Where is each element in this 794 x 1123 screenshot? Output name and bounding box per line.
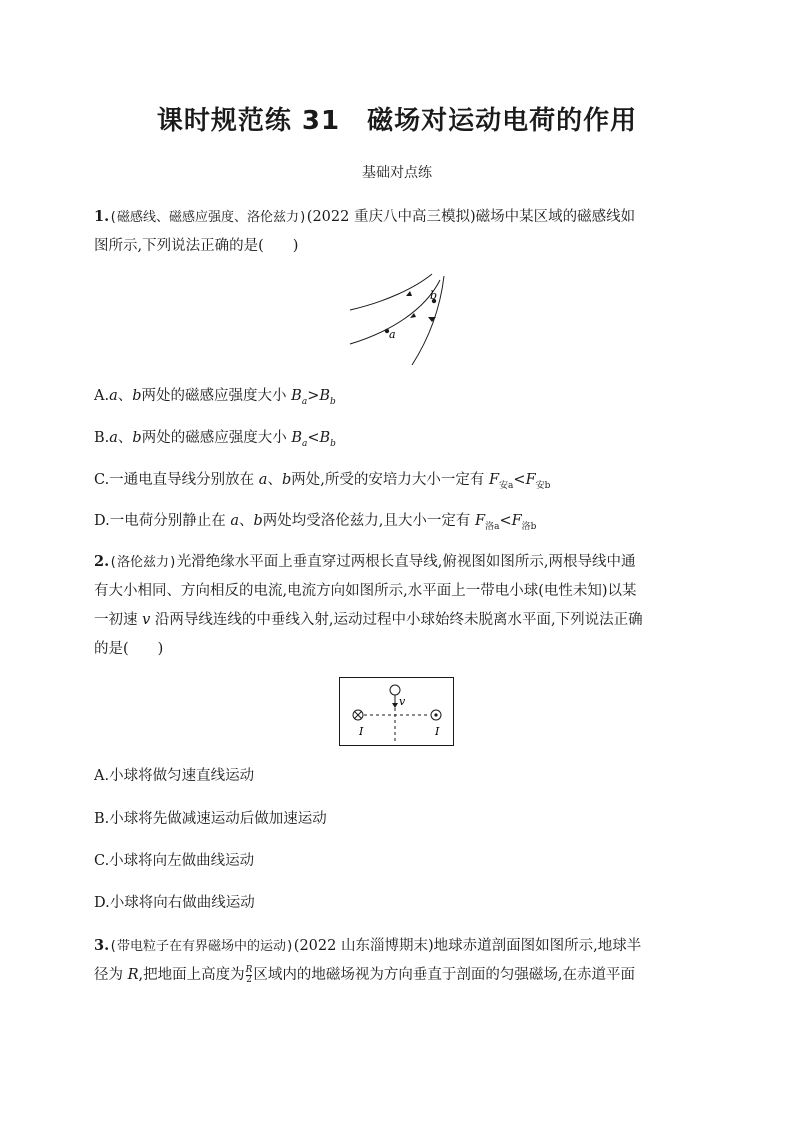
option-c[interactable]: C.小球将向左做曲线运动 xyxy=(94,853,255,869)
magnetic-field-lines-figure xyxy=(340,270,460,370)
label-i-left: I xyxy=(359,725,364,738)
section-subtitle: 基础对点练 xyxy=(362,165,432,181)
label-a: a xyxy=(389,328,396,341)
option-b[interactable]: B.a、b两处的磁感应强度大小 $B_a<B_b$ xyxy=(94,430,336,449)
arrow-icon xyxy=(428,317,436,322)
label-v: v xyxy=(399,695,406,708)
question-2-stem: 2.(洛伦兹力)光滑绝缘水平面上垂直穿过两根长直导线,俯视图如图所示,两根导线中通 有大小相同、方向相反的电流,电流方向如图所示,水平面上一带电小球(电性未知)以某 一初速 v 沿两导线连线的中垂线入射,运动过程中小球始终未脱离水平面,下列说法正确 的是( ) xyxy=(94,547,700,664)
arrow-icon xyxy=(406,291,412,296)
question-text: (2022 重庆八中高三模拟)磁场中某区域的磁感线如 xyxy=(306,209,636,225)
question-text: 的是( ) xyxy=(94,641,164,657)
label-i-right: I xyxy=(435,725,440,738)
question-text: 光滑绝缘水平面上垂直穿过两根长直导线,俯视图如图所示,两根导线中通 xyxy=(176,554,636,570)
option-b[interactable]: B.小球将先做减速运动后做加速运动 xyxy=(94,811,327,827)
field-line xyxy=(350,274,432,310)
question-1-stem xyxy=(94,202,700,261)
question-text: 有大小相同、方向相反的电流,电流方向如图所示,水平面上一带电小球(电性未知)以某 xyxy=(94,583,637,599)
arrow-icon xyxy=(392,703,398,708)
field-line xyxy=(412,276,444,365)
question-number: 2. xyxy=(94,553,110,570)
question-number: 1. xyxy=(94,208,110,225)
question-topic-tag: (洛伦兹力) xyxy=(109,555,177,570)
question-number: 3. xyxy=(94,937,110,954)
question-text: (2022 山东淄博期末)地球赤道剖面图如图所示,地球半 xyxy=(293,938,642,954)
question-text: 图所示,下列说法正确的是( ) xyxy=(94,238,299,254)
question-topic-tag: (带电粒子在有界磁场中的运动) xyxy=(109,939,294,954)
option-d[interactable]: D.一电荷分别静止在 a、b两处均受洛伦兹力,且大小一定有 $F_{洛a}<F_{洛b}$ xyxy=(94,513,537,532)
question-3-stem: 3.(带电粒子在有界磁场中的运动)(2022 山东淄博期末)地球赤道剖面图如图所示,地球半 径为 R,把地面上高度为 $\frac{R}{2}$ 区域内的地磁场视为方向垂直于剖面的匀强磁场,在赤道平面 xyxy=(94,937,642,985)
ball xyxy=(390,685,400,695)
wires-top-view-figure xyxy=(339,677,455,747)
label-b: b xyxy=(430,289,438,302)
fraction: $\frac{R}{2}$ xyxy=(245,964,253,985)
question-topic-tag: (磁感线、磁感应强度、洛伦兹力) xyxy=(109,210,307,225)
option-d[interactable]: D.小球将向右做曲线运动 xyxy=(94,895,255,911)
option-a[interactable]: A.a、b两处的磁感应强度大小 $B_a>B_b$ xyxy=(94,388,336,407)
page-title: 课时规范练 31 磁场对运动电荷的作用 xyxy=(156,106,638,136)
option-c[interactable]: C.一通电直导线分别放在 a、b两处,所受的安培力大小一定有 $F_{安a}<F_{安b}$ xyxy=(94,472,551,491)
option-a[interactable]: A.小球将做匀速直线运动 xyxy=(94,768,255,784)
